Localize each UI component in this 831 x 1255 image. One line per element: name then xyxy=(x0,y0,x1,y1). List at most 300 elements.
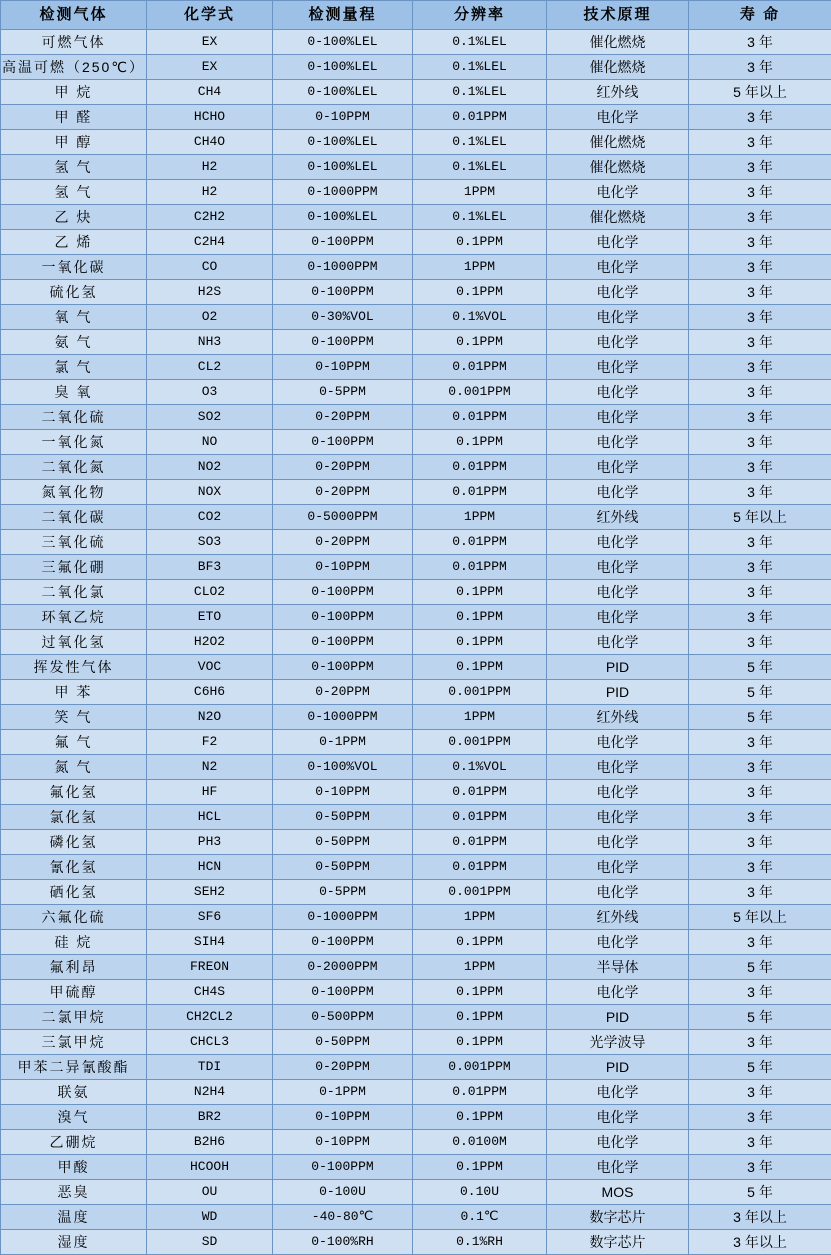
cell-formula: ETO xyxy=(147,605,273,630)
cell-resolution: 0.1PPM xyxy=(413,655,547,680)
cell-formula: F2 xyxy=(147,730,273,755)
table-row xyxy=(1,205,831,230)
cell-range: 0-100U xyxy=(273,1180,413,1205)
cell-principle: 电化学 xyxy=(547,430,689,455)
cell-formula: NH3 xyxy=(147,330,273,355)
cell-principle: 数字芯片 xyxy=(547,1230,689,1255)
cell-resolution: 0.1PPM xyxy=(413,1005,547,1030)
cell-principle: 电化学 xyxy=(547,405,689,430)
cell-range: 0-100PPM xyxy=(273,580,413,605)
column-header-formula: 化学式 xyxy=(147,1,273,30)
table-row xyxy=(1,805,831,830)
cell-principle: 电化学 xyxy=(547,855,689,880)
cell-formula: HCL xyxy=(147,805,273,830)
cell-resolution: 0.01PPM xyxy=(413,805,547,830)
cell-gas: 氟 气 xyxy=(1,730,147,755)
cell-resolution: 0.01PPM xyxy=(413,405,547,430)
cell-gas: 氰化氢 xyxy=(1,855,147,880)
cell-principle: 红外线 xyxy=(547,505,689,530)
cell-resolution: 0.1PPM xyxy=(413,580,547,605)
cell-formula: C2H2 xyxy=(147,205,273,230)
cell-gas: 硫化氢 xyxy=(1,280,147,305)
cell-gas: 氧 气 xyxy=(1,305,147,330)
table-row xyxy=(1,955,831,980)
cell-range: 0-100PPM xyxy=(273,655,413,680)
cell-resolution: 0.001PPM xyxy=(413,680,547,705)
cell-formula: SD xyxy=(147,1230,273,1255)
cell-resolution: 0.01PPM xyxy=(413,455,547,480)
cell-principle: PID xyxy=(547,1055,689,1080)
table-row xyxy=(1,1005,831,1030)
cell-range: 0-100PPM xyxy=(273,230,413,255)
cell-lifetime: 3 年 xyxy=(689,830,831,855)
cell-range: 0-100%VOL xyxy=(273,755,413,780)
cell-lifetime: 3 年 xyxy=(689,1030,831,1055)
cell-principle: 电化学 xyxy=(547,980,689,1005)
cell-range: 0-10PPM xyxy=(273,780,413,805)
cell-formula: CLO2 xyxy=(147,580,273,605)
cell-range: -40-80℃ xyxy=(273,1205,413,1230)
cell-range: 0-20PPM xyxy=(273,455,413,480)
cell-resolution: 0.01PPM xyxy=(413,530,547,555)
cell-principle: 电化学 xyxy=(547,330,689,355)
cell-gas: 一氧化氮 xyxy=(1,430,147,455)
table-row xyxy=(1,405,831,430)
column-header-principle: 技术原理 xyxy=(547,1,689,30)
cell-range: 0-100%RH xyxy=(273,1230,413,1255)
table-row xyxy=(1,830,831,855)
cell-lifetime: 5 年 xyxy=(689,655,831,680)
cell-gas: 甲 醇 xyxy=(1,130,147,155)
column-header-range: 检测量程 xyxy=(273,1,413,30)
table-row xyxy=(1,1055,831,1080)
cell-resolution: 1PPM xyxy=(413,905,547,930)
cell-resolution: 0.1%RH xyxy=(413,1230,547,1255)
table-row xyxy=(1,455,831,480)
column-header-resolution: 分辨率 xyxy=(413,1,547,30)
cell-lifetime: 3 年 xyxy=(689,1080,831,1105)
cell-range: 0-100PPM xyxy=(273,980,413,1005)
cell-lifetime: 3 年 xyxy=(689,605,831,630)
cell-lifetime: 3 年 xyxy=(689,530,831,555)
cell-range: 0-1PPM xyxy=(273,1080,413,1105)
cell-lifetime: 3 年 xyxy=(689,755,831,780)
cell-lifetime: 5 年以上 xyxy=(689,505,831,530)
cell-resolution: 0.01PPM xyxy=(413,105,547,130)
cell-range: 0-1PPM xyxy=(273,730,413,755)
cell-lifetime: 3 年 xyxy=(689,255,831,280)
cell-formula: B2H6 xyxy=(147,1130,273,1155)
table-row xyxy=(1,480,831,505)
cell-formula: O2 xyxy=(147,305,273,330)
cell-principle: 催化燃烧 xyxy=(547,30,689,55)
cell-gas: 臭 氧 xyxy=(1,380,147,405)
cell-range: 0-1000PPM xyxy=(273,705,413,730)
cell-gas: 可燃气体 xyxy=(1,30,147,55)
cell-principle: 电化学 xyxy=(547,930,689,955)
cell-range: 0-500PPM xyxy=(273,1005,413,1030)
cell-formula: NOX xyxy=(147,480,273,505)
cell-range: 0-1000PPM xyxy=(273,180,413,205)
cell-gas: 甲硫醇 xyxy=(1,980,147,1005)
cell-principle: 电化学 xyxy=(547,605,689,630)
cell-principle: 电化学 xyxy=(547,455,689,480)
cell-formula: NO xyxy=(147,430,273,455)
cell-formula: N2 xyxy=(147,755,273,780)
cell-formula: CH4O xyxy=(147,130,273,155)
cell-gas: 三氧化硫 xyxy=(1,530,147,555)
cell-gas: 温度 xyxy=(1,1205,147,1230)
cell-lifetime: 3 年 xyxy=(689,55,831,80)
cell-gas: 环氧乙烷 xyxy=(1,605,147,630)
cell-resolution: 0.1PPM xyxy=(413,1030,547,1055)
cell-principle: 电化学 xyxy=(547,380,689,405)
cell-range: 0-100%LEL xyxy=(273,205,413,230)
cell-resolution: 0.01PPM xyxy=(413,480,547,505)
cell-formula: EX xyxy=(147,55,273,80)
cell-formula: SO3 xyxy=(147,530,273,555)
cell-principle: 数字芯片 xyxy=(547,1205,689,1230)
cell-gas: 乙 炔 xyxy=(1,205,147,230)
cell-gas: 甲酸 xyxy=(1,1155,147,1180)
cell-range: 0-2000PPM xyxy=(273,955,413,980)
cell-gas: 湿度 xyxy=(1,1230,147,1255)
cell-resolution: 0.1%LEL xyxy=(413,155,547,180)
cell-lifetime: 5 年 xyxy=(689,680,831,705)
cell-gas: 过氧化氢 xyxy=(1,630,147,655)
cell-resolution: 0.1PPM xyxy=(413,430,547,455)
cell-lifetime: 3 年 xyxy=(689,430,831,455)
cell-range: 0-30%VOL xyxy=(273,305,413,330)
cell-lifetime: 3 年 xyxy=(689,155,831,180)
cell-lifetime: 3 年以上 xyxy=(689,1205,831,1230)
cell-range: 0-100%LEL xyxy=(273,130,413,155)
cell-formula: O3 xyxy=(147,380,273,405)
table-row xyxy=(1,505,831,530)
cell-range: 0-10PPM xyxy=(273,105,413,130)
cell-range: 0-50PPM xyxy=(273,1030,413,1055)
cell-resolution: 0.1%LEL xyxy=(413,80,547,105)
cell-lifetime: 3 年以上 xyxy=(689,1230,831,1255)
cell-gas: 氨 气 xyxy=(1,330,147,355)
cell-principle: PID xyxy=(547,1005,689,1030)
table-row xyxy=(1,730,831,755)
cell-principle: 电化学 xyxy=(547,730,689,755)
cell-range: 0-50PPM xyxy=(273,805,413,830)
cell-resolution: 0.1℃ xyxy=(413,1205,547,1230)
table-row xyxy=(1,930,831,955)
cell-principle: 催化燃烧 xyxy=(547,155,689,180)
cell-principle: 电化学 xyxy=(547,230,689,255)
cell-lifetime: 3 年 xyxy=(689,205,831,230)
cell-resolution: 0.1%LEL xyxy=(413,30,547,55)
cell-formula: FREON xyxy=(147,955,273,980)
cell-gas: 六氟化硫 xyxy=(1,905,147,930)
cell-gas: 氟利昂 xyxy=(1,955,147,980)
cell-lifetime: 3 年 xyxy=(689,980,831,1005)
table-row xyxy=(1,580,831,605)
cell-range: 0-5000PPM xyxy=(273,505,413,530)
cell-principle: 电化学 xyxy=(547,555,689,580)
table-row xyxy=(1,605,831,630)
cell-formula: SF6 xyxy=(147,905,273,930)
cell-resolution: 0.01PPM xyxy=(413,1080,547,1105)
cell-principle: 电化学 xyxy=(547,305,689,330)
cell-principle: 电化学 xyxy=(547,1105,689,1130)
cell-resolution: 0.01PPM xyxy=(413,855,547,880)
cell-formula: H2 xyxy=(147,180,273,205)
table-body xyxy=(1,30,831,1255)
cell-resolution: 0.1PPM xyxy=(413,630,547,655)
cell-gas: 挥发性气体 xyxy=(1,655,147,680)
cell-gas: 笑 气 xyxy=(1,705,147,730)
cell-formula: PH3 xyxy=(147,830,273,855)
cell-formula: CO xyxy=(147,255,273,280)
cell-resolution: 1PPM xyxy=(413,180,547,205)
cell-range: 0-100PPM xyxy=(273,605,413,630)
cell-resolution: 0.01PPM xyxy=(413,780,547,805)
cell-gas: 氯 气 xyxy=(1,355,147,380)
table-row xyxy=(1,430,831,455)
cell-range: 0-100%LEL xyxy=(273,155,413,180)
cell-resolution: 1PPM xyxy=(413,505,547,530)
cell-lifetime: 3 年 xyxy=(689,30,831,55)
cell-gas: 二氧化氮 xyxy=(1,455,147,480)
table-row xyxy=(1,230,831,255)
cell-range: 0-100PPM xyxy=(273,930,413,955)
cell-lifetime: 3 年 xyxy=(689,180,831,205)
table-row xyxy=(1,705,831,730)
cell-range: 0-100PPM xyxy=(273,1155,413,1180)
table-row xyxy=(1,855,831,880)
cell-formula: WD xyxy=(147,1205,273,1230)
cell-lifetime: 3 年 xyxy=(689,1155,831,1180)
cell-range: 0-20PPM xyxy=(273,405,413,430)
cell-resolution: 0.1PPM xyxy=(413,605,547,630)
cell-resolution: 1PPM xyxy=(413,255,547,280)
cell-formula: EX xyxy=(147,30,273,55)
cell-resolution: 0.10U xyxy=(413,1180,547,1205)
cell-gas: 高温可燃（250℃） xyxy=(1,55,147,80)
cell-lifetime: 3 年 xyxy=(689,130,831,155)
cell-lifetime: 3 年 xyxy=(689,380,831,405)
table-row xyxy=(1,980,831,1005)
cell-principle: 红外线 xyxy=(547,705,689,730)
cell-range: 0-5PPM xyxy=(273,880,413,905)
table-row xyxy=(1,355,831,380)
cell-formula: BR2 xyxy=(147,1105,273,1130)
cell-gas: 恶臭 xyxy=(1,1180,147,1205)
cell-lifetime: 3 年 xyxy=(689,630,831,655)
cell-principle: 电化学 xyxy=(547,830,689,855)
cell-lifetime: 3 年 xyxy=(689,1105,831,1130)
table-row xyxy=(1,330,831,355)
cell-range: 0-100%LEL xyxy=(273,80,413,105)
cell-resolution: 0.1PPM xyxy=(413,1155,547,1180)
cell-resolution: 0.01PPM xyxy=(413,355,547,380)
cell-lifetime: 5 年 xyxy=(689,1180,831,1205)
cell-gas: 乙硼烷 xyxy=(1,1130,147,1155)
cell-lifetime: 3 年 xyxy=(689,780,831,805)
cell-formula: SIH4 xyxy=(147,930,273,955)
cell-gas: 氢 气 xyxy=(1,180,147,205)
column-header-gas: 检测气体 xyxy=(1,1,147,30)
cell-gas: 溴气 xyxy=(1,1105,147,1130)
table-row xyxy=(1,880,831,905)
cell-resolution: 0.1PPM xyxy=(413,980,547,1005)
cell-lifetime: 3 年 xyxy=(689,580,831,605)
cell-range: 0-100%LEL xyxy=(273,30,413,55)
cell-resolution: 0.1%VOL xyxy=(413,755,547,780)
cell-lifetime: 3 年 xyxy=(689,330,831,355)
cell-formula: CH4 xyxy=(147,80,273,105)
table-row xyxy=(1,1030,831,1055)
table-row xyxy=(1,105,831,130)
table-row xyxy=(1,1130,831,1155)
cell-gas: 甲苯二异氰酸酯 xyxy=(1,1055,147,1080)
cell-formula: CO2 xyxy=(147,505,273,530)
cell-lifetime: 3 年 xyxy=(689,230,831,255)
cell-resolution: 0.001PPM xyxy=(413,1055,547,1080)
cell-principle: 电化学 xyxy=(547,530,689,555)
cell-principle: 电化学 xyxy=(547,105,689,130)
cell-lifetime: 3 年 xyxy=(689,480,831,505)
cell-gas: 甲 烷 xyxy=(1,80,147,105)
cell-range: 0-50PPM xyxy=(273,830,413,855)
cell-gas: 硒化氢 xyxy=(1,880,147,905)
cell-resolution: 0.0100M xyxy=(413,1130,547,1155)
cell-gas: 氟化氢 xyxy=(1,780,147,805)
cell-formula: BF3 xyxy=(147,555,273,580)
cell-resolution: 0.1PPM xyxy=(413,330,547,355)
cell-formula: OU xyxy=(147,1180,273,1205)
cell-resolution: 0.01PPM xyxy=(413,830,547,855)
table-row xyxy=(1,380,831,405)
cell-formula: H2 xyxy=(147,155,273,180)
cell-resolution: 1PPM xyxy=(413,955,547,980)
cell-formula: C2H4 xyxy=(147,230,273,255)
cell-range: 0-20PPM xyxy=(273,680,413,705)
cell-resolution: 0.001PPM xyxy=(413,730,547,755)
table-row xyxy=(1,555,831,580)
cell-resolution: 1PPM xyxy=(413,705,547,730)
cell-formula: C6H6 xyxy=(147,680,273,705)
cell-lifetime: 5 年以上 xyxy=(689,905,831,930)
cell-lifetime: 3 年 xyxy=(689,805,831,830)
cell-principle: 光学波导 xyxy=(547,1030,689,1055)
cell-lifetime: 3 年 xyxy=(689,405,831,430)
cell-gas: 二氯甲烷 xyxy=(1,1005,147,1030)
cell-principle: 电化学 xyxy=(547,1130,689,1155)
cell-lifetime: 3 年 xyxy=(689,280,831,305)
table-row xyxy=(1,180,831,205)
table-row xyxy=(1,130,831,155)
cell-principle: 电化学 xyxy=(547,755,689,780)
cell-principle: 半导体 xyxy=(547,955,689,980)
cell-principle: 电化学 xyxy=(547,355,689,380)
table-row xyxy=(1,30,831,55)
cell-principle: 电化学 xyxy=(547,1080,689,1105)
cell-principle: 电化学 xyxy=(547,1155,689,1180)
table-row xyxy=(1,1180,831,1205)
cell-principle: MOS xyxy=(547,1180,689,1205)
cell-principle: 催化燃烧 xyxy=(547,130,689,155)
cell-principle: 电化学 xyxy=(547,255,689,280)
cell-formula: HCN xyxy=(147,855,273,880)
cell-formula: SEH2 xyxy=(147,880,273,905)
cell-resolution: 0.1%LEL xyxy=(413,55,547,80)
cell-formula: SO2 xyxy=(147,405,273,430)
cell-formula: CH2CL2 xyxy=(147,1005,273,1030)
cell-gas: 氮氧化物 xyxy=(1,480,147,505)
cell-formula: N2O xyxy=(147,705,273,730)
cell-resolution: 0.001PPM xyxy=(413,380,547,405)
cell-formula: CL2 xyxy=(147,355,273,380)
cell-gas: 二氧化碳 xyxy=(1,505,147,530)
cell-range: 0-10PPM xyxy=(273,1105,413,1130)
table-row xyxy=(1,755,831,780)
cell-range: 0-1000PPM xyxy=(273,905,413,930)
cell-gas: 一氧化碳 xyxy=(1,255,147,280)
cell-range: 0-50PPM xyxy=(273,855,413,880)
cell-range: 0-5PPM xyxy=(273,380,413,405)
cell-resolution: 0.1%VOL xyxy=(413,305,547,330)
cell-principle: 电化学 xyxy=(547,780,689,805)
cell-formula: TDI xyxy=(147,1055,273,1080)
cell-lifetime: 5 年 xyxy=(689,705,831,730)
cell-gas: 联氨 xyxy=(1,1080,147,1105)
cell-formula: HCHO xyxy=(147,105,273,130)
cell-principle: 电化学 xyxy=(547,180,689,205)
cell-formula: CHCL3 xyxy=(147,1030,273,1055)
table-row xyxy=(1,780,831,805)
cell-gas: 三氯甲烷 xyxy=(1,1030,147,1055)
cell-gas: 二氧化硫 xyxy=(1,405,147,430)
cell-resolution: 0.1PPM xyxy=(413,1105,547,1130)
table-row xyxy=(1,630,831,655)
cell-resolution: 0.001PPM xyxy=(413,880,547,905)
cell-lifetime: 3 年 xyxy=(689,455,831,480)
table-row xyxy=(1,155,831,180)
cell-range: 0-100PPM xyxy=(273,280,413,305)
cell-resolution: 0.1%LEL xyxy=(413,205,547,230)
cell-principle: 电化学 xyxy=(547,580,689,605)
cell-lifetime: 3 年 xyxy=(689,880,831,905)
table-row xyxy=(1,255,831,280)
cell-gas: 氮 气 xyxy=(1,755,147,780)
cell-principle: 电化学 xyxy=(547,280,689,305)
table-header-row xyxy=(1,1,831,30)
cell-resolution: 0.1PPM xyxy=(413,280,547,305)
cell-gas: 氯化氢 xyxy=(1,805,147,830)
table-row xyxy=(1,1230,831,1255)
cell-gas: 二氧化氯 xyxy=(1,580,147,605)
table-row xyxy=(1,1155,831,1180)
cell-resolution: 0.01PPM xyxy=(413,555,547,580)
table-row xyxy=(1,530,831,555)
cell-formula: CH4S xyxy=(147,980,273,1005)
cell-gas: 三氟化硼 xyxy=(1,555,147,580)
cell-principle: 红外线 xyxy=(547,905,689,930)
cell-lifetime: 3 年 xyxy=(689,930,831,955)
cell-range: 0-100PPM xyxy=(273,330,413,355)
cell-resolution: 0.1%LEL xyxy=(413,130,547,155)
cell-range: 0-100%LEL xyxy=(273,55,413,80)
cell-principle: 电化学 xyxy=(547,630,689,655)
table-row xyxy=(1,280,831,305)
cell-principle: 电化学 xyxy=(547,880,689,905)
cell-lifetime: 3 年 xyxy=(689,1130,831,1155)
